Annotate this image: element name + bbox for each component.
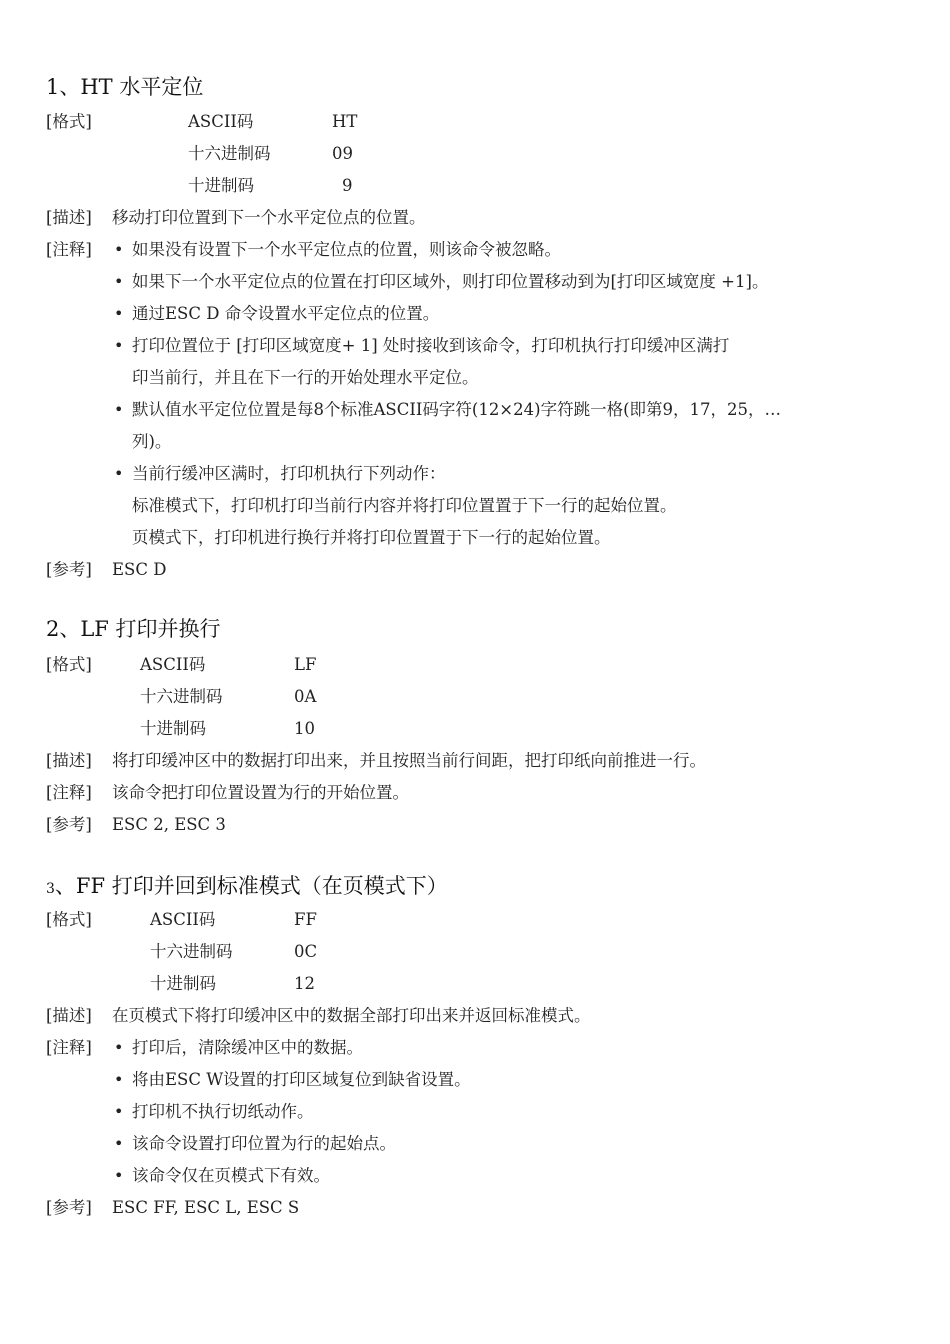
section-3-desc-label: [描述] bbox=[46, 1006, 92, 1025]
section-2-ref-label: [参考] bbox=[46, 815, 92, 834]
section-1-hex-value: 09 bbox=[332, 144, 353, 163]
bullet: • bbox=[114, 272, 124, 291]
section-3-ref: ESC FF, ESC L, ESC S bbox=[112, 1198, 300, 1217]
section-3-ascii-value: FF bbox=[294, 910, 317, 929]
section-1-title: 1、HT 水平定位 bbox=[46, 75, 204, 99]
section-3-ref-label: [参考] bbox=[46, 1198, 92, 1217]
section-2-dec-key: 十进制码 bbox=[140, 719, 206, 738]
section-3-title bbox=[46, 873, 448, 902]
section-2-hex-value: 0A bbox=[294, 687, 317, 706]
section-1-note-4a: 打印位置位于 [打印区域宽度+ 1] 处时接收到该命令，打印机执行打印缓冲区满打 bbox=[132, 336, 730, 355]
section-1-ref: ESC D bbox=[112, 560, 167, 579]
section-3-hex-value: 0C bbox=[294, 942, 318, 961]
bullet: • bbox=[114, 1166, 124, 1185]
section-1-ascii-value: HT bbox=[332, 112, 358, 131]
section-1-ascii-key: ASCII码 bbox=[188, 112, 254, 131]
section-3-note-3: 打印机不执行切纸动作。 bbox=[132, 1102, 314, 1121]
bullet: • bbox=[114, 400, 124, 419]
section-1-note-6-standard: 标准模式下，打印机打印当前行内容并将打印位置置于下一行的起始位置。 bbox=[132, 496, 677, 515]
section-1-hex-key: 十六进制码 bbox=[188, 144, 271, 163]
section-3-dec-key: 十进制码 bbox=[150, 974, 216, 993]
section-3-desc: 在页模式下将打印缓冲区中的数据全部打印出来并返回标准模式。 bbox=[112, 1006, 591, 1025]
section-2-dec-value: 10 bbox=[294, 719, 315, 738]
section-2-ascii-value: LF bbox=[294, 655, 317, 674]
bullet: • bbox=[114, 1038, 124, 1057]
section-3-format-label: [格式] bbox=[46, 910, 92, 929]
section-1-note-6: 当前行缓冲区满时，打印机执行下列动作： bbox=[132, 464, 446, 483]
bullet: • bbox=[114, 1134, 124, 1153]
section-1-dec-value: 9 bbox=[342, 176, 353, 195]
section-2-desc-label: [描述] bbox=[46, 751, 92, 770]
section-3-ascii-key: ASCII码 bbox=[150, 910, 216, 929]
section-2-format-label: [格式] bbox=[46, 655, 92, 674]
section-2-ascii-key: ASCII码 bbox=[140, 655, 206, 674]
section-3-title-text: 、FF 打印并回到标准模式（在页模式下） bbox=[54, 874, 448, 898]
section-2-hex-key: 十六进制码 bbox=[140, 687, 223, 706]
section-2-title: 2、LF 打印并换行 bbox=[46, 617, 221, 641]
section-1-desc: 移动打印位置到下一个水平定位点的位置。 bbox=[112, 208, 426, 227]
section-1-note-6-page: 页模式下，打印机进行换行并将打印位置置于下一行的起始位置。 bbox=[132, 528, 611, 547]
section-1-note-label: [注释] bbox=[46, 240, 92, 259]
bullet: • bbox=[114, 304, 124, 323]
section-3-note-4: 该命令设置打印位置为行的起始点。 bbox=[132, 1134, 396, 1153]
section-2-note-label: [注释] bbox=[46, 783, 92, 802]
section-1-note-1: 如果没有设置下一个水平定位点的位置，则该命令被忽略。 bbox=[132, 240, 561, 259]
section-1-desc-label: [描述] bbox=[46, 208, 92, 227]
section-3-dec-value: 12 bbox=[294, 974, 315, 993]
bullet: • bbox=[114, 1070, 124, 1089]
section-3-note-label: [注释] bbox=[46, 1038, 92, 1057]
bullet: • bbox=[114, 1102, 124, 1121]
bullet: • bbox=[114, 240, 124, 259]
section-3-note-1: 打印后，清除缓冲区中的数据。 bbox=[132, 1038, 363, 1057]
section-1-dec-key: 十进制码 bbox=[188, 176, 254, 195]
section-1-note-5b: 列)。 bbox=[132, 432, 172, 451]
section-2-desc: 将打印缓冲区中的数据打印出来，并且按照当前行间距，把打印纸向前推进一行。 bbox=[112, 751, 706, 770]
section-2-ref: ESC 2, ESC 3 bbox=[112, 815, 226, 834]
bullet: • bbox=[114, 464, 124, 483]
section-1-format-label: [格式] bbox=[46, 112, 92, 131]
section-1-note-2: 如果下一个水平定位点的位置在打印区域外，则打印位置移动到为[打印区域宽度 +1]。 bbox=[132, 272, 769, 291]
section-1-note-5a: 默认值水平定位位置是每8个标准ASCII码字符(12×24)字符跳一格(即第9，17，25，… bbox=[132, 400, 781, 419]
section-2-note: 该命令把打印位置设置为行的开始位置。 bbox=[112, 783, 409, 802]
section-1-note-4b: 印当前行，并且在下一行的开始处理水平定位。 bbox=[132, 368, 479, 387]
bullet: • bbox=[114, 336, 124, 355]
section-3-title-number: 3 bbox=[46, 881, 55, 897]
section-3-hex-key: 十六进制码 bbox=[150, 942, 233, 961]
section-3-note-2: 将由ESC W设置的打印区域复位到缺省设置。 bbox=[132, 1070, 471, 1089]
section-1-note-3: 通过ESC D 命令设置水平定位点的位置。 bbox=[132, 304, 440, 323]
section-1-ref-label: [参考] bbox=[46, 560, 92, 579]
section-3-note-5: 该命令仅在页模式下有效。 bbox=[132, 1166, 330, 1185]
